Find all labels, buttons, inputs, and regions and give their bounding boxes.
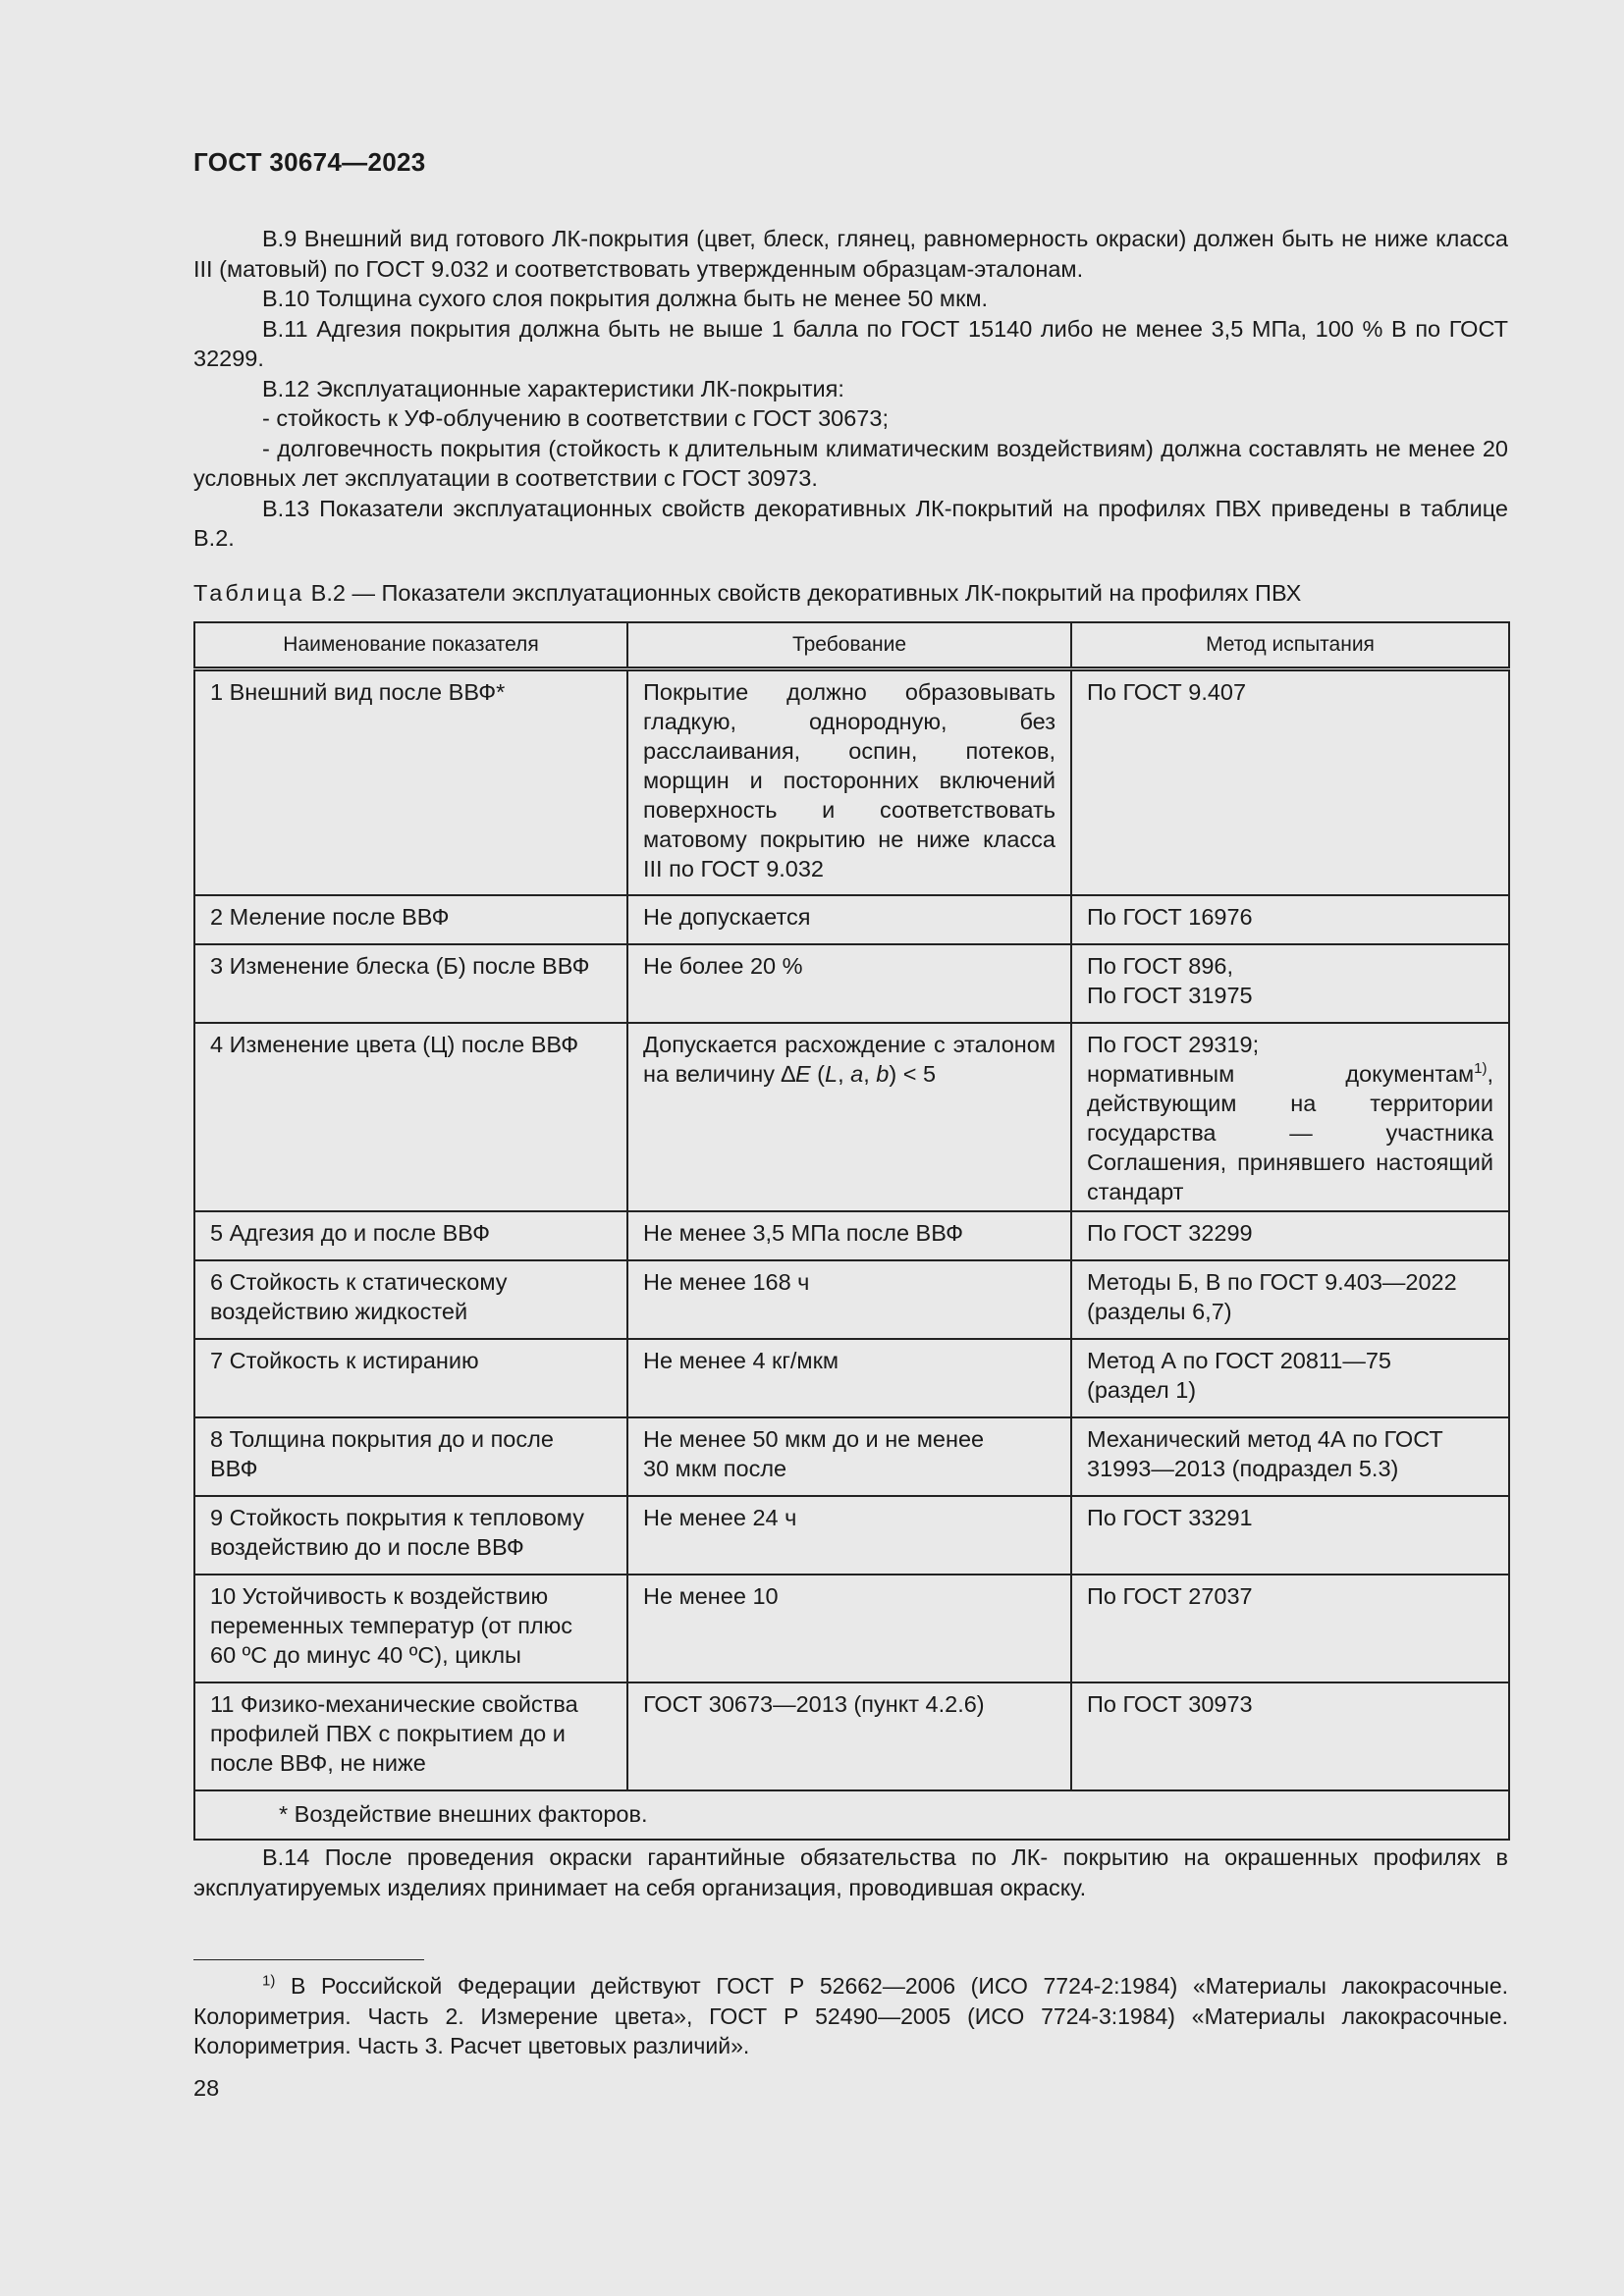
paren-close: ) <box>889 1060 897 1087</box>
table-footnote-row <box>194 1790 1509 1840</box>
paragraph-b12-item-1: - стойкость к УФ-облучению в соответствии с ГОСТ 30673; <box>262 405 889 431</box>
table-caption-word: Таблица <box>193 580 305 606</box>
method-line <box>1087 1059 1493 1206</box>
indicator-line: после ВВФ, не ниже <box>210 1749 426 1776</box>
method-text: , действующим на территории государства — участника Соглашения, принявшего настоящий стандарт <box>1087 1060 1493 1204</box>
paragraph-b10: В.10 Толщина сухого слоя покрытия должна быть не менее 50 мкм. <box>262 286 989 311</box>
cell-indicator: 5 Адгезия до и после ВВФ <box>194 1211 627 1260</box>
cell-method: По ГОСТ 32299 <box>1071 1211 1509 1260</box>
cell-method: По ГОСТ 16976 <box>1071 895 1509 944</box>
method-line: Метод А по ГОСТ 20811—75 <box>1087 1347 1391 1373</box>
method-line: Методы Б, В по ГОСТ 9.403—2022 <box>1087 1268 1457 1295</box>
indicator-line: воздействию жидкостей <box>210 1298 468 1324</box>
table-row <box>194 895 1509 944</box>
cell-indicator <box>194 1417 627 1496</box>
requirement-text: Допускается расхождение с эталоном на величину <box>643 1031 1056 1087</box>
table-row <box>194 1023 1509 1211</box>
paragraph-b11: В.11 Адгезия покрытия должна быть не выше 1 балла по ГОСТ 15140 либо не менее 3,5 МПа, 100 % В по ГОСТ 32299. <box>193 315 1508 371</box>
cell-indicator <box>194 1575 627 1682</box>
var-l: L <box>825 1060 839 1087</box>
var-b: b <box>876 1060 890 1087</box>
paren-open: ( <box>810 1060 825 1087</box>
cell-requirement: Не менее 24 ч <box>627 1496 1071 1575</box>
cell-method: По ГОСТ 9.407 <box>1071 669 1509 895</box>
table-row <box>194 1417 1509 1496</box>
cell-requirement: Не менее 4 кг/мкм <box>627 1339 1071 1417</box>
table-row <box>194 1211 1509 1260</box>
comma: , <box>863 1060 877 1087</box>
paragraph-b13: В.13 Показатели эксплуатационных свойств декоративных ЛК-покрытий на профилях ПВХ приведены в таблице В.2. <box>193 495 1508 551</box>
header-method: Метод испытания <box>1071 622 1509 669</box>
method-line: (разделы 6,7) <box>1087 1298 1232 1324</box>
method-line: Механический метод 4А по ГОСТ <box>1087 1425 1443 1452</box>
indicator-line: ВВФ <box>210 1455 258 1481</box>
cell-indicator: 4 Изменение цвета (Ц) после ВВФ <box>194 1023 627 1211</box>
paragraph-b12: В.12 Эксплуатационные характеристики ЛК-покрытия: <box>262 375 844 401</box>
page-number: 28 <box>193 2075 220 2101</box>
header-indicator: Наименование показателя <box>194 622 627 669</box>
table-caption-text: В.2 — Показатели эксплуатационных свойств декоративных ЛК-покрытий на профилях ПВХ <box>304 580 1302 606</box>
comma: , <box>838 1060 851 1087</box>
delta-symbol: ∆ <box>781 1060 795 1087</box>
cell-requirement: Не менее 3,5 МПа после ВВФ <box>627 1211 1071 1260</box>
table-row <box>194 1575 1509 1682</box>
cell-method: По ГОСТ 27037 <box>1071 1575 1509 1682</box>
indicators-table <box>193 621 1510 1841</box>
cell-indicator: 2 Меление после ВВФ <box>194 895 627 944</box>
method-line: По ГОСТ 29319; <box>1087 1031 1260 1057</box>
method-line: 31993—2013 (подраздел 5.3) <box>1087 1455 1399 1481</box>
var-a: a <box>850 1060 864 1087</box>
cell-indicator <box>194 1682 627 1790</box>
cell-requirement: Не менее 168 ч <box>627 1260 1071 1339</box>
cell-requirement: Не менее 10 <box>627 1575 1071 1682</box>
table-row <box>194 944 1509 1023</box>
method-line: (раздел 1) <box>1087 1376 1197 1403</box>
cell-method <box>1071 944 1509 1023</box>
footnote-divider <box>193 1959 424 1960</box>
cell-method <box>1071 1417 1509 1496</box>
cell-indicator: 7 Стойкость к истиранию <box>194 1339 627 1417</box>
indicator-line: переменных температур (от плюс <box>210 1612 573 1638</box>
cell-requirement: Покрытие должно образовывать гладкую, однородную, без расслаивания, оспин, потеков, морщин и посторонних включений поверхность и соответствовать матовому покрытию не ниже класса III по ГОСТ 9.032 <box>627 669 1071 895</box>
closing-paragraph <box>193 1842 1508 1902</box>
table-header-row <box>194 622 1509 669</box>
requirement-suffix: < 5 <box>896 1060 937 1087</box>
paragraph-b12-item-2: - долговечность покрытия (стойкость к длительным климатическим воздействиям) должна составлять не менее 20 условных лет эксплуатации в соответствии с ГОСТ 30973. <box>193 435 1508 491</box>
footnote-body: В Российской Федерации действуют ГОСТ Р 52662—2006 (ИСО 7724-2:1984) «Материалы лакокрасочные. Колориметрия. Часть 2. Измерение цвета», ГОСТ Р 52490—2005 (ИСО 7724-3:1984) «Материалы лакокрасочные. Колориметрия. Часть 3. Расчет цветовых различий». <box>193 1973 1508 2058</box>
var-e: E <box>794 1060 811 1087</box>
page-footnote <box>193 1971 1508 2061</box>
cell-method <box>1071 1023 1509 1211</box>
method-line: По ГОСТ 31975 <box>1087 982 1253 1008</box>
indicator-line: 9 Стойкость покрытия к тепловому <box>210 1504 584 1530</box>
indicator-line: профилей ПВХ с покрытием до и <box>210 1720 566 1746</box>
footnote-text <box>193 1971 1508 2061</box>
table-row <box>194 1682 1509 1790</box>
paragraph-b9: В.9 Внешний вид готового ЛК-покрытия (цвет, блеск, глянец, равномерность окраски) должен быть не ниже класса III (матовый) по ГОСТ 9.032 и соответствовать утвержденным образцам-эталонам. <box>193 226 1508 282</box>
cell-method: По ГОСТ 30973 <box>1071 1682 1509 1790</box>
cell-indicator: 1 Внешний вид после ВВФ* <box>194 669 627 895</box>
paragraph-b14: В.14 После проведения окраски гарантийные обязательства по ЛК- покрытию на окрашенных профилях в эксплуатируемых изделиях принимает на себя организация, проводившая окраску. <box>193 1844 1508 1900</box>
method-line: По ГОСТ 896, <box>1087 952 1233 979</box>
cell-method <box>1071 1339 1509 1417</box>
cell-requirement: ГОСТ 30673—2013 (пункт 4.2.6) <box>627 1682 1071 1790</box>
table-footnote: * Воздействие внешних факторов. <box>194 1790 1509 1840</box>
table-row <box>194 1339 1509 1417</box>
indicator-line: 10 Устойчивость к воздействию <box>210 1582 549 1609</box>
requirement-line: 30 мкм после <box>643 1455 787 1481</box>
indicator-line: 60 ºС до минус 40 ºС), циклы <box>210 1641 521 1668</box>
indicator-line: воздействию до и после ВВФ <box>210 1533 524 1560</box>
footnote-marker: 1) <box>262 1972 276 1990</box>
cell-requirement: Не допускается <box>627 895 1071 944</box>
requirement-line: Не менее 50 мкм до и не менее <box>643 1425 985 1452</box>
indicator-line: 6 Стойкость к статическому <box>210 1268 508 1295</box>
header-requirement: Требование <box>627 622 1071 669</box>
table-row <box>194 669 1509 895</box>
method-text: нормативным документам <box>1087 1060 1475 1087</box>
table-caption <box>193 578 1508 608</box>
table-row <box>194 1496 1509 1575</box>
cell-requirement: Не более 20 % <box>627 944 1071 1023</box>
cell-requirement <box>627 1417 1071 1496</box>
cell-indicator: 3 Изменение блеска (Б) после ВВФ <box>194 944 627 1023</box>
body-paragraphs <box>193 224 1508 554</box>
table-row <box>194 1260 1509 1339</box>
cell-indicator <box>194 1260 627 1339</box>
page-header-title: ГОСТ 30674—2023 <box>193 147 426 177</box>
cell-indicator <box>194 1496 627 1575</box>
indicator-line: 8 Толщина покрытия до и после <box>210 1425 554 1452</box>
cell-requirement <box>627 1023 1071 1211</box>
cell-method: По ГОСТ 33291 <box>1071 1496 1509 1575</box>
cell-method <box>1071 1260 1509 1339</box>
indicator-line: 11 Физико-механические свойства <box>210 1690 578 1717</box>
footnote-ref: 1) <box>1474 1059 1488 1077</box>
